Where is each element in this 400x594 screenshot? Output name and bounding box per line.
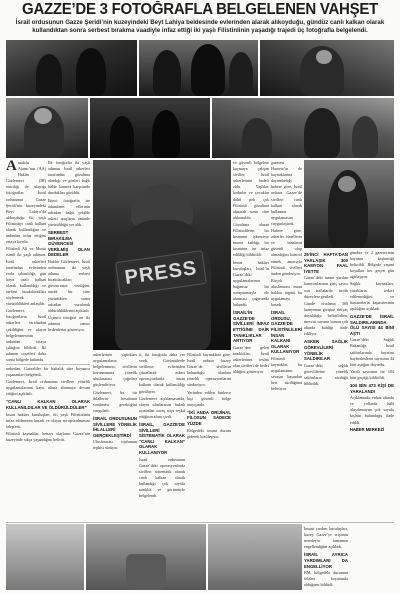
column-5-bottom: Filistinli kaynaklara göre, İsrail ordusu kuzey Gazze’de sivillerin bulunduğu alanlara yönelik operasyonlarını sürdürüyor. Yerinden edilen binlerce kişi güvenli bölge arayışında. “İKİ ANDA ORİJİNAL FİLOSUN SADECE YÜZDE Bölgedeki insani durum giderek kötüleşiyor. [187,352,231,439]
article-subhead: İsrail ordusunun Gazze Şeridi’nin kuzeyindeki Beyt Lahiya beldesinde evlerinden alarak alıkoyduğu, gündüz canlı kalkan olarak kullandıktan sonra serbest bırakma vaadiyle infaz ettiği iki yaşlı Filistinlinin yaşadığı trajedi üç fotoğrafla belgelendi. [15,19,385,34]
photo-ruins [208,524,302,590]
column-1-bottom: ardından, Gazzeliler bir haftalık süre boyunca yaşananları belgeledi. Gözlemevi, İsrail ordusunun sivillere yönelik uygulamalarının kayıt altına alınmaya devam ettiğini açıkladı. “CANLI KALKAN OLARAK KULLANILDILAR VE ÖLDÜRÜLDÜLER” İnsan hakları kuruluşları, iki yaşlı Filistinlinin infaz edilmesini kınadı ve olayın soruşturulmasını talep etti. Filistinli kaynaklar, benzer olayların Gazze’nin kuzeyinde sıkça yaşandığını belirtti. [6,366,90,443]
photo-crowd [6,40,137,96]
column-3-bottom: askerlerinin yaptıkları uygulamaların belgelenmesi, sivillerin korunmasına yönelik uluslararası çağrıları güçlendiriyor. Gözlemevi, bu tür ihlallerin hesabının sorulması gerektiğini vurguladı. İSRAİL ORDUSUNUN SİVİLLERE YÖNELİK İHLALLERİ GERÇEKLEŞTİRDİ Uluslararası toplumun tepkisi sürüyor. [93,352,137,451]
column-4-bottom: ti, iki fotoğrafa daha yer verdi. Görüntülerde sivillerin evlerinden çıkarılarak askeri operasyonlarda insan kalkanı olarak kullanıldığı görülüyor. Gözlemevi açıklamasında, olayın uluslararası hukuk açısından savaş suçu teşkil ettiğinin altını çizdi. İSRAİL, GAZZE’DE SİVİLLERİ SİSTEMATİK OLARAK “CANLI KALKAN” OLARAK KULLANIYOR İsrail ordusunun Gazze’deki operasyonlarda sivilleri sistematik olarak canlı kalkan olarak kullandığı çok sayıda tanıklık ve görüntüyle belgelendi. [139,352,185,499]
column-6-bottom: İnsani yardım kuruluşları, kuzey Gazze’ye erişimin neredeyse tamamen engellendiğini açıkladı. İSRAİL AYRICA YARDIMLARI DA ENGELLİYOR BM, bölgedeki durumun felaket boyutunda olduğunu bildirdi. [304,526,348,588]
column-2-top: İlk fotoğrafta iki yaşlı adamın İsrail askerleri tarafından gözaltına alındığı ve gözleri bağlı halde kamera karşısında durdukları görüldü. İkinci fotoğrafta ise adamların ellerinin arkadan bağlı şekilde askeri araçların önünde yürütüldüğü yer aldı. SERBEST BIRAKILMA GÜVENCESİ VERİLMİŞ OLAN DEDELER Haklar Gözlemevi, İsrail ordusunun iki yaşlı adama serbest bırakılacakları güvencesini verdiğini, ancak bir süre yürüdükten sonra arkadan vurularak öldürüldüklerini açıkladı. Üçüncü fotoğraf ise iki adamın cansız bedenlerini gösteriyor. [48,160,90,333]
column-5-top: gazetesi Haaretz’in de kaynaklarına dayandırdığı habere göre, İsrail ordusu Gazze’de sivilleri canlı kalkan olarak kullanma uygulamasını yaygınlaştırdı. Habere göre, askerler tünellerin ve binaların güvenli olup olmadığını kontrol etmek amacıyla Filistinli sivilleri önden gönderiyor. Birçok uluslararası insan hakları örgütü bu uygulamayı kınadı. İSRAİL ORDUSU, GAZZE’DE FİLİSTİNLİLERİ İNSAN KALKANI OLARAK KULLANIYOR Filistinli kaynaklar, bu uygulamanın savaşın başından beri sürdüğünü belirtiyor. [271,160,302,392]
photo-rubble-rescue [212,98,394,158]
photo-mourning-woman [304,160,394,248]
photo-night-scene [90,98,210,158]
column-7: gündüz ve 2 gazetecinin hayatını kaybettiği belirtildi. Bölgede yaşam koşulları her geçen gün ağırlaşıyor. Sağlık kaynakları, yaralıların tedavi edilemediğini ve hastanelerin kapasitesinin aşıldığını açıkladı. GAZZE’DE İSRAİL SALDIRILARINDA ÖLÜ SAYISI 44 BİNİ AŞTI Gazze’deki Sağlık Bakanlığı, İsrail saldırılarında hayatını kaybedenlerin sayısının 44 bini aştığını duyurdu. Yaralı sayısının ise 104 bini geçtiği bildirildi. 104 BİN 473 KİŞİ DE YARALANDI Açıklamada, enkaz altında ve yollarda hâlâ ulaşılamayan çok sayıda kişinin bulunduğu ifade edildi. HABER MERKEZİ [350,250,394,432]
divider-bottom [6,522,394,523]
byline: HABER MERKEZİ [350,426,385,432]
article-headline: GAZZE’DE 3 FOTOĞRAFLA BELGELENEN VAHŞET [22,1,378,18]
press-vest-label: PRESS [115,250,207,296]
photo-injured-man [6,98,88,158]
photo-press-vest [93,160,231,350]
photo-crying-child [260,40,394,96]
photo-mourners [139,40,258,96]
photo-destroyed-area [6,524,84,590]
column-4-top: ve güvenli bölgelere kaçmaya çalışan siviller, İsrail askerlerinin hedefi oldu. Yaşlılar, kadınlar ve çocuklar dahil pek çok Filistinli gözaltına alınarak uzun süre alıkonuldu. Gözaltına alınan Filistinlilerin bir kısmının işkenceye maruz kaldığı, bir kısmının ise infaz edildiği bildirildi. İnsan hakları kuruluşları, İsrail’in Gazze’deki uygulamalarının bağımsız bir soruşturmayla ele alınması çağrısında bulundu. İSRAİL’İN GAZZE’DE SİVİLLERİ İNFAZ ETTİĞİNE DAİR TANIKLIKLAR ARTIYOR Gazze’den gelen tanıklıklar, İsrail askerlerinin teslim olan sivilleri de hedef aldığını gösteriyor. [233,160,269,375]
column-6-top: 25’İNCİ HAFTA’DAN YAKLAŞIK 300 KAMYON FAAL İYETTE Gazze’deki insani yardım kamyonlarının giriş sayısı son haftalarda kritik düzeylere geriledi. Günde ortalama 300 kamyonun girişine ihtiyaç duyulduğu belirtilirken, mevcut sayının bunun çok altında kaldığı ifade ediliyor. ASKER SAĞLIK GÖREVLİLERİ YÖNELİK SALDIRILAR Gazze’deki sağlık görevlilerine yönelik saldırıların sürdüğü bildirildi. [304,252,348,386]
divider [6,364,90,365]
column-1-top: Anadolu Ajansı’nın (AA) Haklar Gözlemevi (İH) aracılığı ile ulaştığı fotoğraflar, İsrail ordusunun Gazze Şeridi’nin kuzeyindeki Beyt Lahiya’da alıkoyduğu iki yaşlı Filistinliyi canlı kalkan olarak kullandığını ve ardından infaz ettiğini ortaya koydu. Filistinli Ali ve Munir isimli iki yaşlı adamın, İsrail askerleri tarafından evlerinden zorla çıkarıldığı, gün boyu canlı kalkan olarak kullanıldığı ve serbest bırakılacakları söylenerek yürütüldükleri anlaşıldı. Gözlemevi, fotoğrafların İsrail askerleri tarafından çekildiğini ve olayın belgelenmesinin ardından ortaya çıktığını bildirdi. İki adamın cesetleri daha sonra bölgede bulundu. [6,160,46,362]
photo-rubble-street [86,524,206,590]
